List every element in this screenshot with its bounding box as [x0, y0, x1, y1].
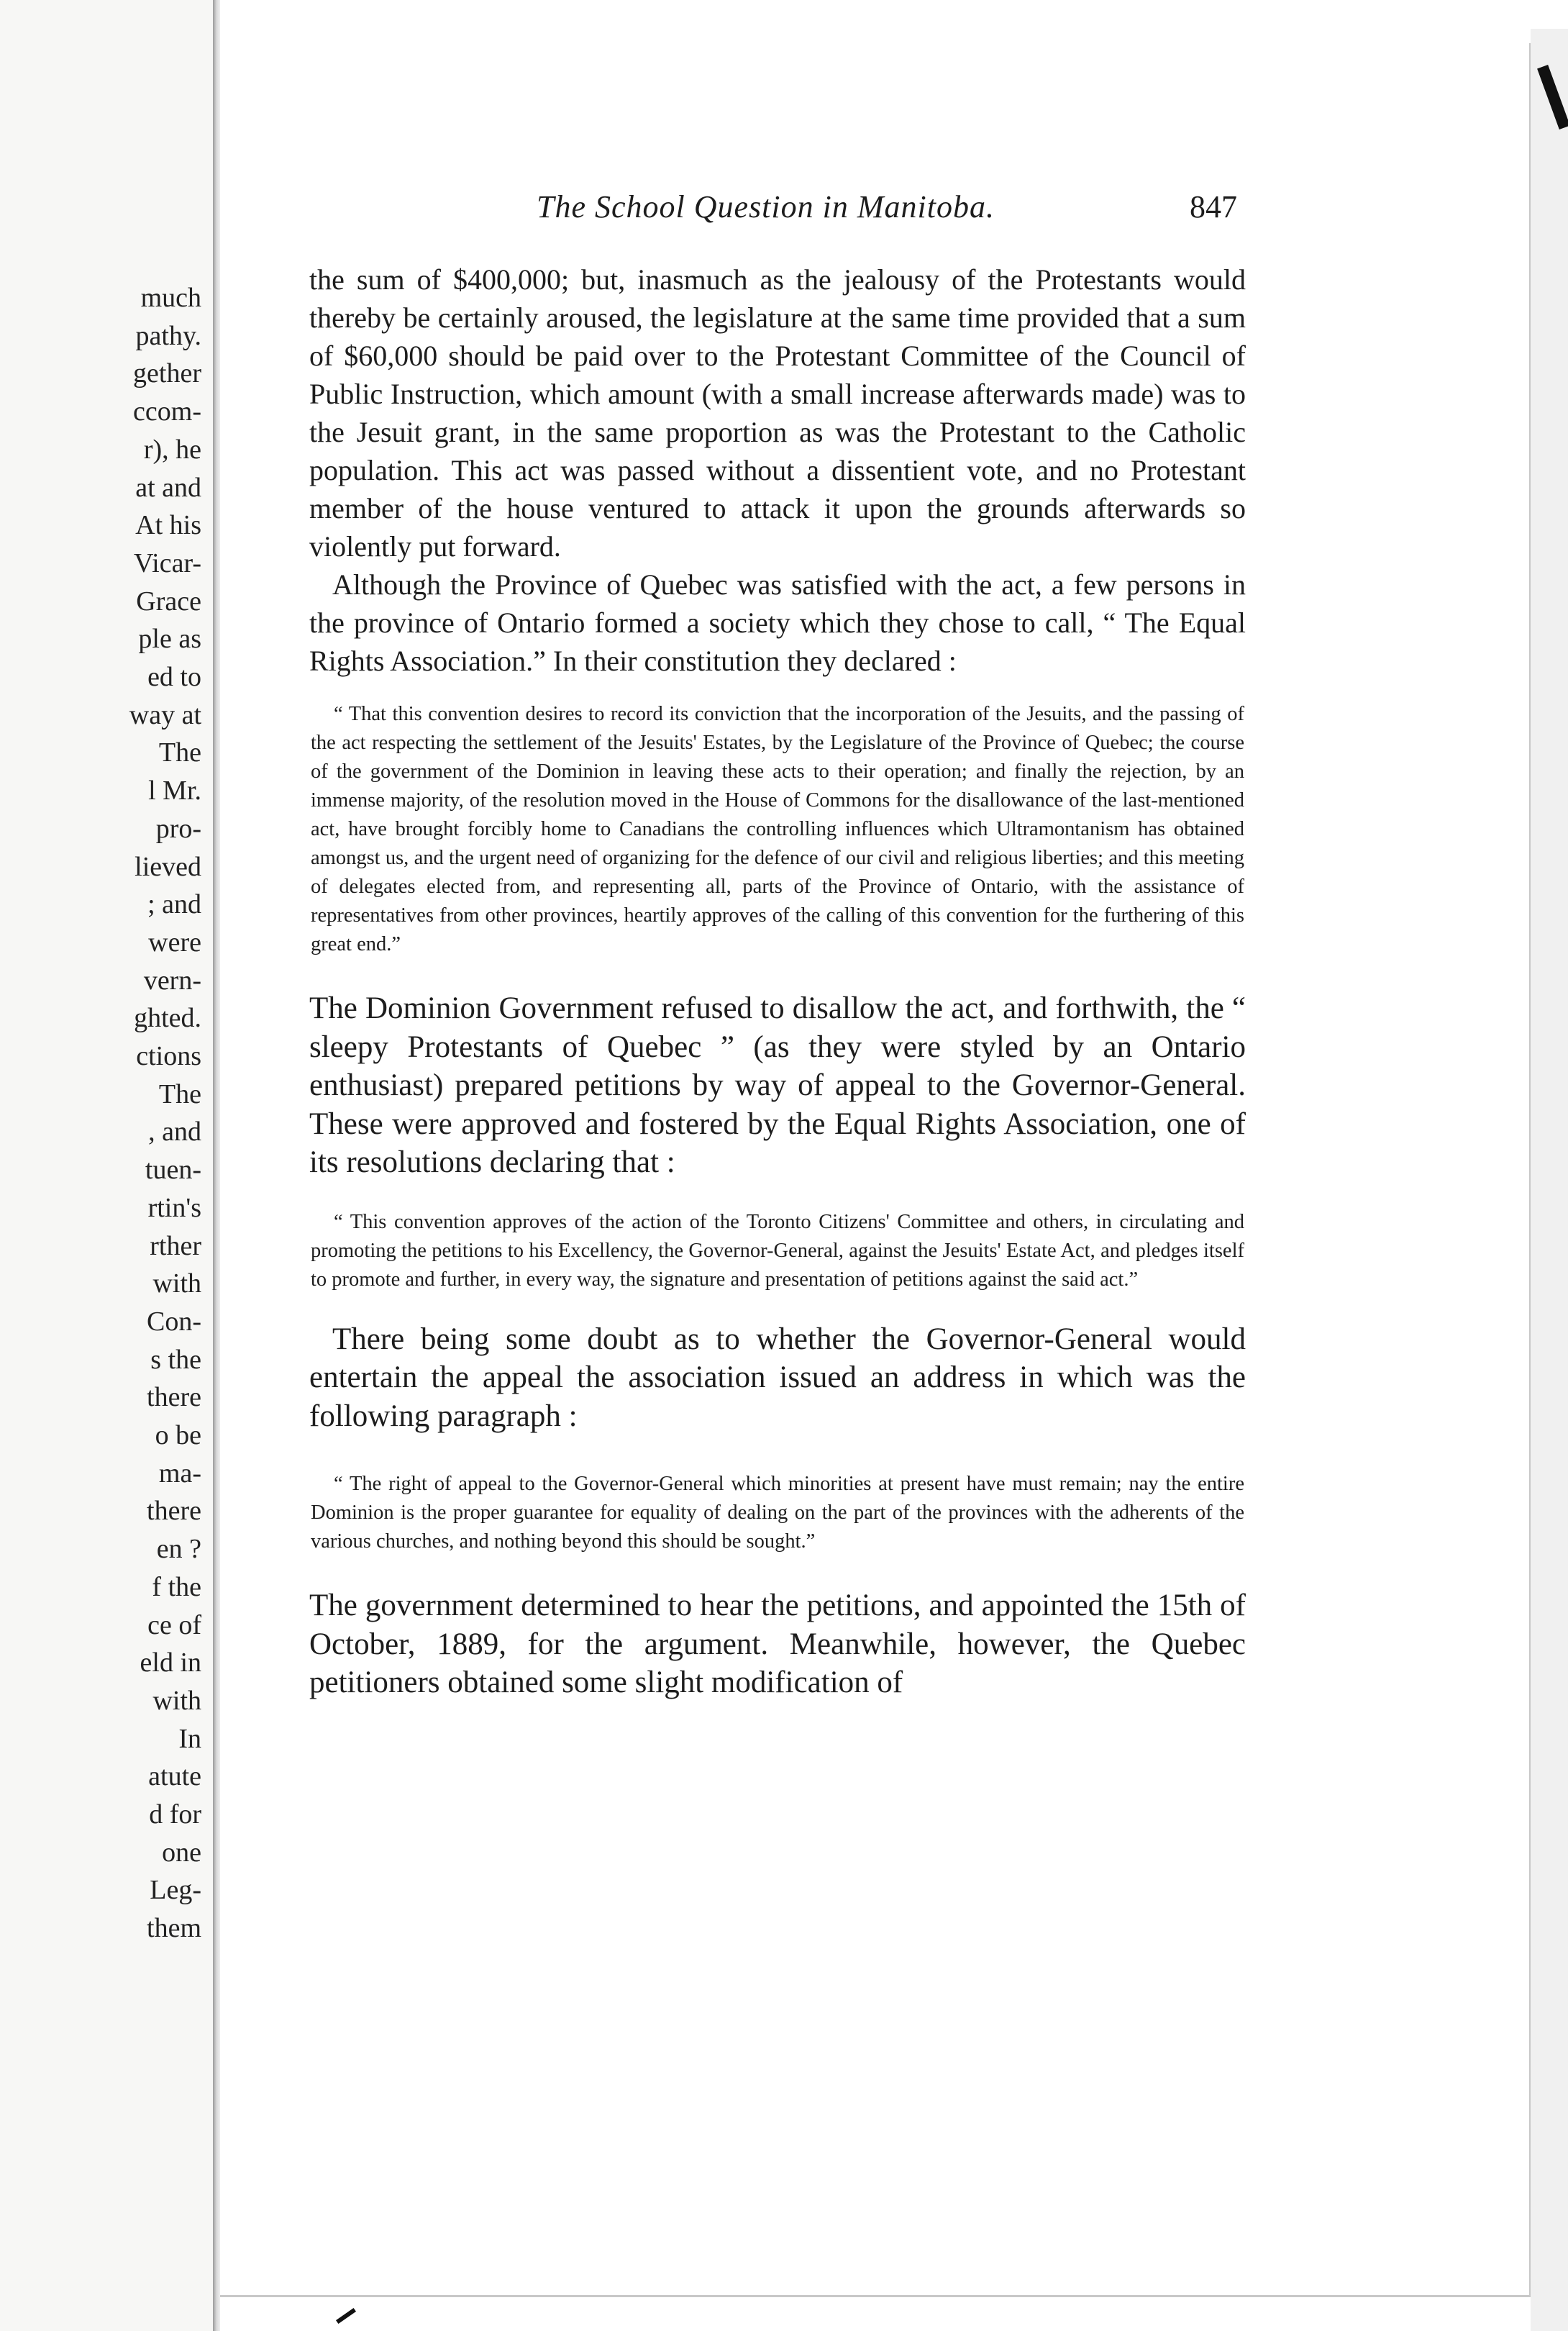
block-quote: “ The right of appeal to the Governor-General which minorities at present have must remain; nay the entire Dominion is the proper guarantee for equality of dealing on the part of the provinces with the adherents of the various churches, and nothing beyond this should be sought.”: [311, 1473, 1244, 1553]
facing-page-fragment: one: [162, 1837, 201, 1868]
facing-page-fragment: eld in: [140, 1648, 201, 1678]
facing-page-fragment: were: [148, 927, 201, 958]
facing-page-fragment: there: [147, 1496, 201, 1527]
block-quote: “ This convention approves of the action of the Toronto Citizens' Committee and others, in circulating and promoting the petitions to his Excellency, the Governor-General, against the Jesuits' Estate Act, and pledges itself to promote and further, in every way, the signature and presentation of petitions against the said act.”: [311, 1210, 1244, 1291]
facing-page-fragment: ghted.: [134, 1003, 201, 1034]
paragraph: The government determined to hear the petitions, and appointed the 15th of October, 1889, for the argument. Meanwhile, however, the Quebec petitioners obtained some slight modification of: [309, 1589, 1246, 1699]
facing-page-fragment: lieved: [135, 851, 201, 882]
facing-page-fragment: Vicar-: [134, 547, 201, 578]
facing-page-fragment: at and: [135, 472, 201, 503]
facing-page-fragment: them: [147, 1913, 201, 1944]
facing-page-fragment: In: [178, 1723, 201, 1754]
facing-page-fragment: ccom-: [133, 396, 201, 427]
scan-margin: [1531, 29, 1568, 2331]
facing-page-fragment: tuen-: [145, 1155, 201, 1186]
facing-page-fragment: Grace: [136, 586, 201, 617]
facing-page-fragment: Leg-: [150, 1875, 201, 1906]
facing-page-fragment: gether: [133, 358, 201, 389]
text-block: [309, 260, 1246, 1702]
facing-page-fragment: The: [158, 737, 201, 768]
facing-page-fragment: ma-: [158, 1458, 201, 1489]
facing-page-fragment: o be: [155, 1420, 201, 1450]
facing-page-fragment: with: [152, 1268, 201, 1299]
facing-page-fragment: much: [140, 283, 201, 313]
facing-page-fragment: ple as: [138, 624, 201, 655]
facing-page-fragment: rtin's: [147, 1192, 201, 1223]
facing-page-fragment: with: [152, 1685, 201, 1716]
facing-page-fragment: , and: [148, 1117, 201, 1148]
facing-page-fragment: way at: [129, 699, 201, 730]
running-head: [316, 188, 1237, 232]
paragraph: There being some doubt as to whether the Governor-General would entertain the appeal the association issued an address in which was the following paragraph :: [309, 1322, 1246, 1433]
facing-page-fragment: pro-: [155, 813, 201, 844]
facing-page-fragment: ; and: [147, 889, 201, 920]
page-gutter: [213, 0, 220, 2331]
facing-page-fragment: l Mr.: [148, 776, 201, 806]
facing-page-fragment: rther: [150, 1230, 201, 1261]
facing-page-fragment: The: [158, 1078, 201, 1109]
paragraph: The Dominion Government refused to disallow the act, and forthwith, the “ sleepy Protestants of Quebec ” (as they were styled by an Ontario enthusiast) prepared petitions by way of appeal to the Governor-General. These were approved and fostered by the Equal Rights Association, one of its resolutions declaring that :: [309, 991, 1246, 1179]
facing-page-fragment: r), he: [143, 434, 201, 465]
scan-artifact-bottom: [336, 2308, 356, 2324]
facing-page-fragment: vern-: [143, 965, 201, 996]
facing-page-fragment: there: [147, 1382, 201, 1413]
facing-page-fragment: f the: [152, 1571, 201, 1602]
page-number: 847: [1190, 189, 1237, 224]
block-quote: “ That this convention desires to record its conviction that the incorporation of the Jesuits, and the passing of the act respecting the settlement of the Jesuits' Estates, by the Legislature of the Province of Quebec; the course of the government of the Dominion in leaving these acts to their operation; and finally the rejection, by an immense majority, of the resolution moved in the House of Commons for the disallowance of the last-mentioned act, have brought forcibly home to Canadians the controlling influences which Ultramontanism has obtained amongst us, and the urgent need of organizing for the defence of our civil and religious liberties; and this meeting of delegates elected from, and representing all, parts of the Province of Ontario, with the assistance of representatives from other provinces, heartily approves of the calling of this convention for the furthering of this great end.”: [311, 703, 1244, 955]
running-title: The School Question in Manitoba.: [537, 189, 995, 224]
facing-page-fragment: ctions: [136, 1041, 201, 1071]
facing-page-edge: [0, 0, 216, 2331]
facing-page-fragment: ed to: [147, 662, 201, 692]
facing-page-fragment: en ?: [156, 1534, 201, 1565]
facing-page-fragment: s the: [150, 1344, 201, 1375]
facing-page-fragment: At his: [135, 510, 201, 541]
facing-page-fragment: pathy.: [135, 320, 201, 351]
facing-page-fragment: d for: [149, 1799, 201, 1830]
paragraph: Although the Province of Quebec was satisfied with the act, a few persons in the province of Ontario formed a society which they chose to call, “ The Equal Rights Association.” In their constitution they declared :: [309, 568, 1246, 677]
facing-page-fragment: atute: [148, 1761, 201, 1792]
facing-page-fragment: ce of: [147, 1609, 201, 1640]
facing-page-fragment: Con-: [147, 1306, 201, 1337]
paragraph: the sum of $400,000; but, inasmuch as the jealousy of the Protestants would thereby be certainly aroused, the legislature at the same time provided that a sum of $60,000 should be paid over to the Protestant Committee of the Council of Public Instruction, which amount (with a small increase afterwards made) was to the Jesuit grant, in the same proportion as was the Protestant to the Catholic population. This act was passed without a dissentient vote, and no Protestant member of the house ventured to attack it upon the grounds afterwards so violently put forward.: [309, 263, 1246, 563]
